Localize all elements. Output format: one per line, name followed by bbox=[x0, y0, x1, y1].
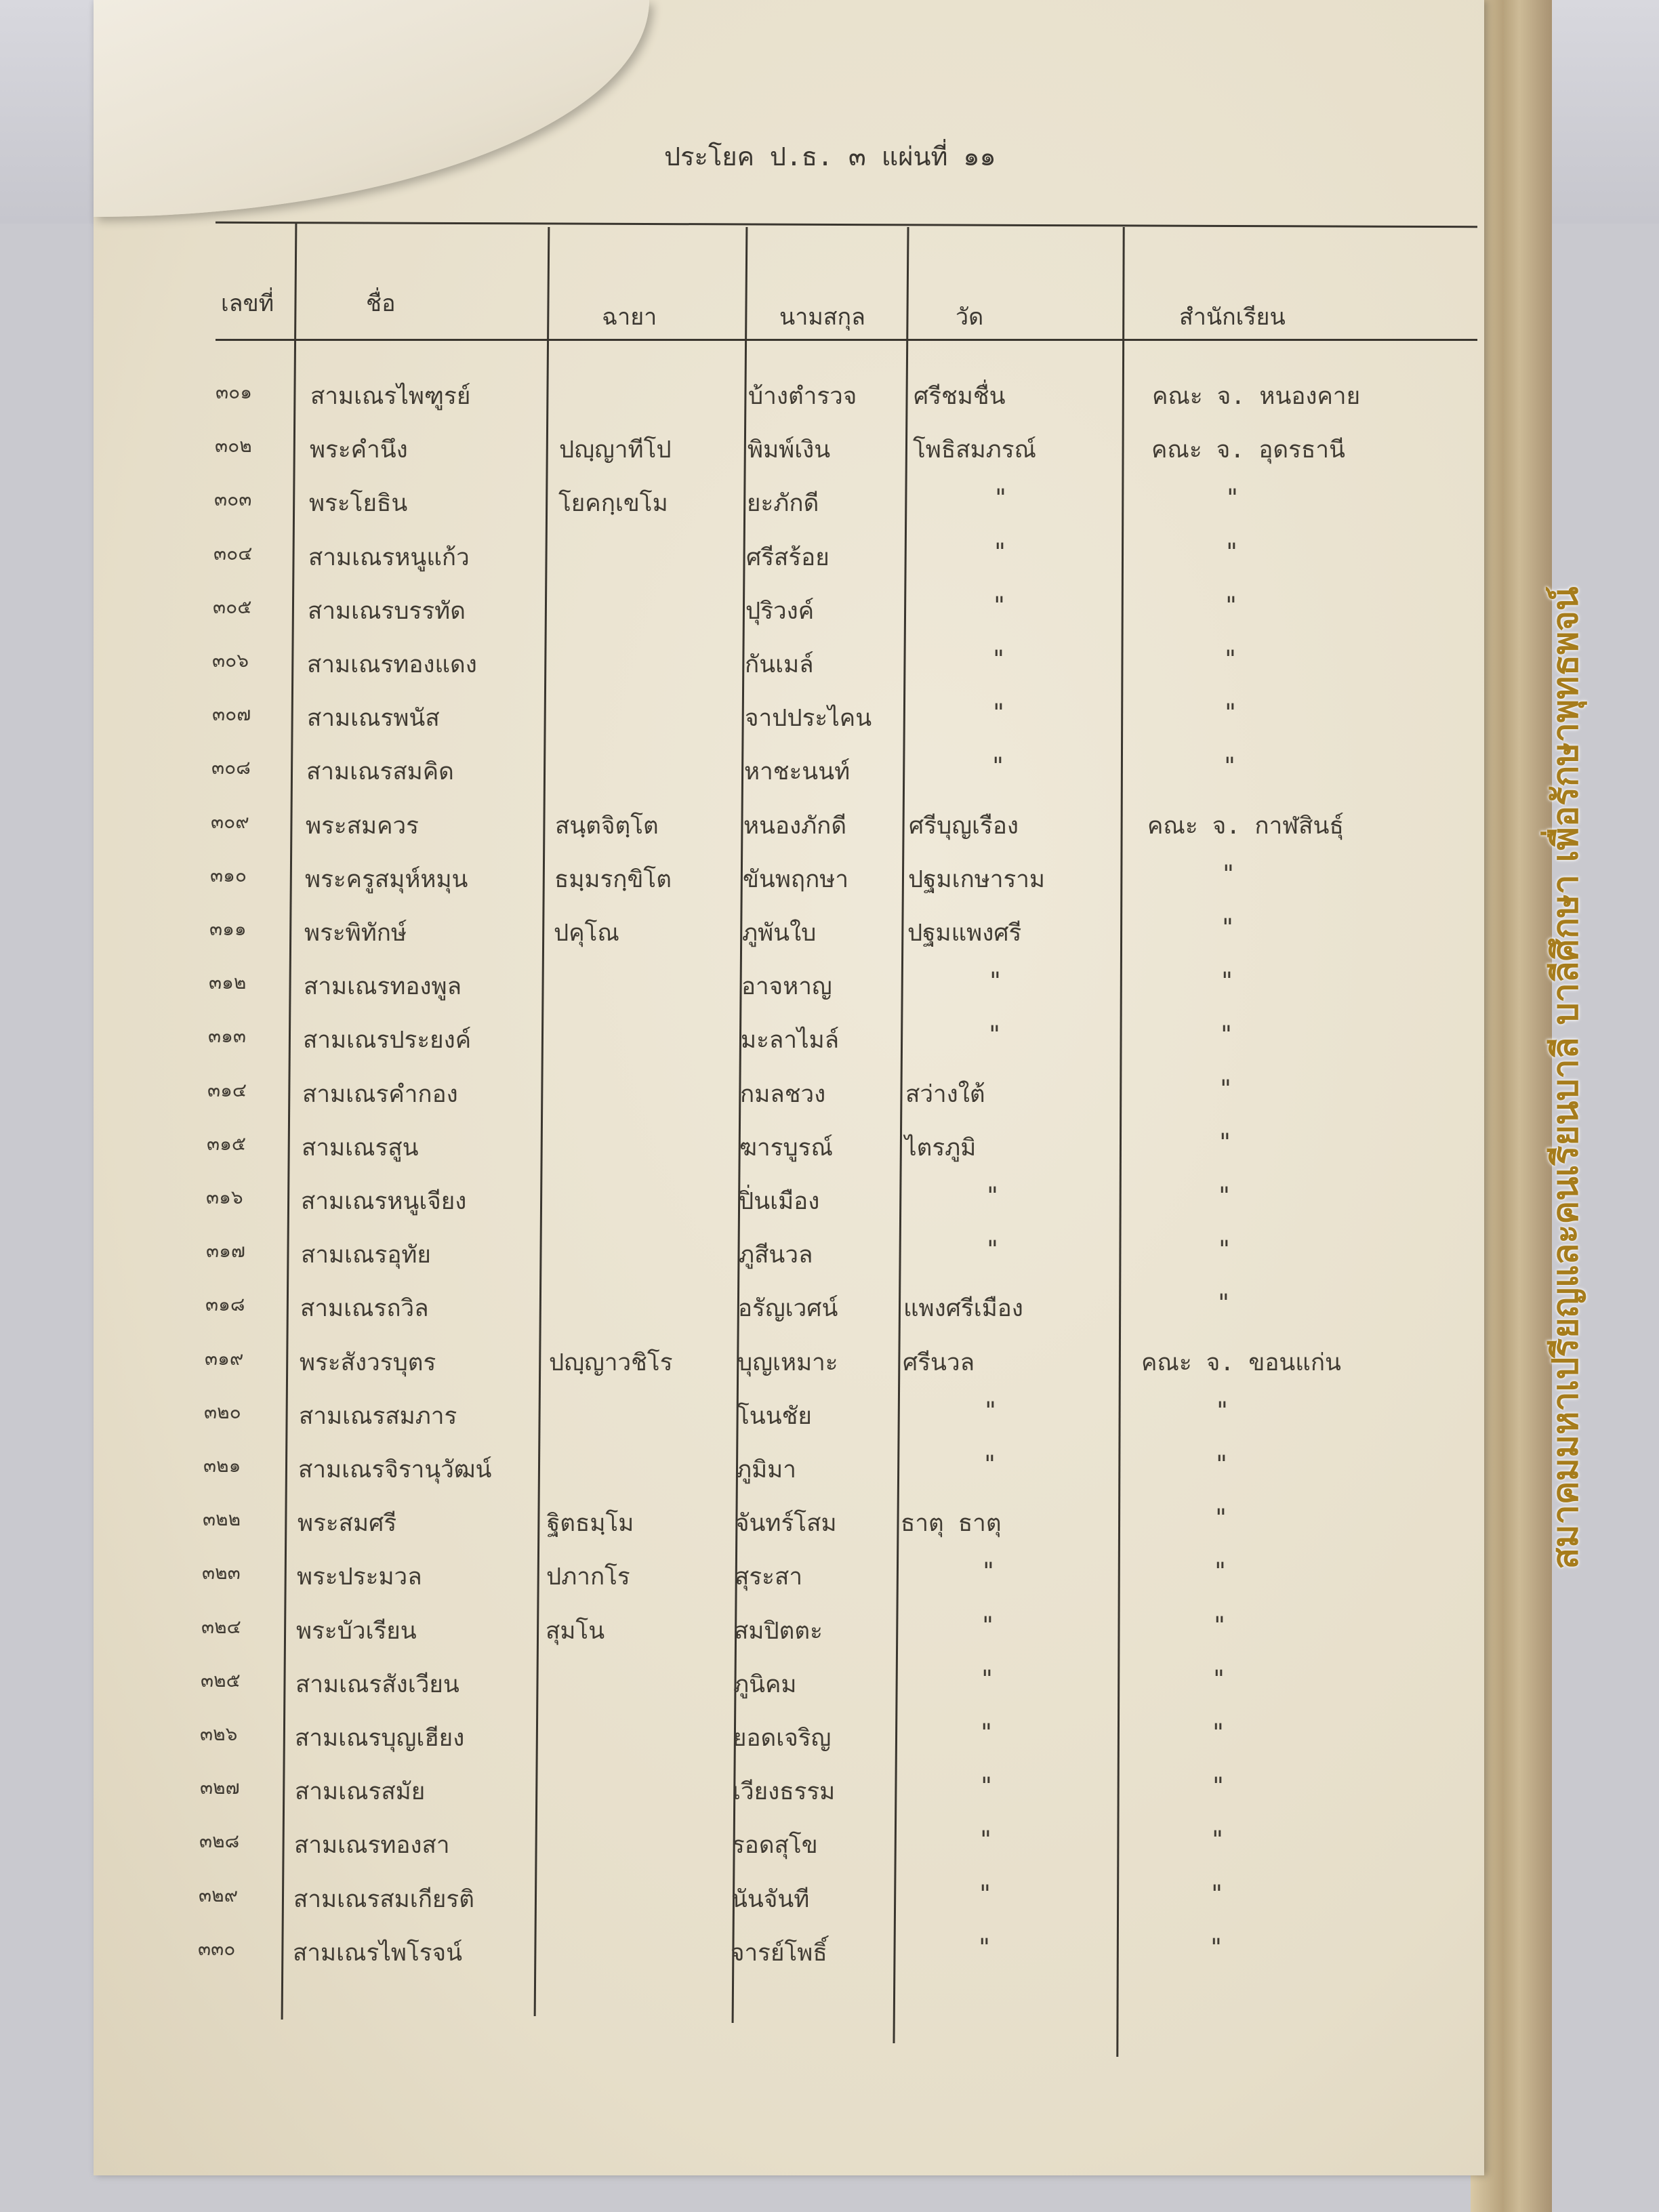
cell-no: ๓๐๒ bbox=[215, 434, 252, 457]
table-row bbox=[0, 1282, 1413, 1334]
cell-wat: " bbox=[980, 1665, 995, 1693]
cell-no: ๓๐๙ bbox=[211, 810, 249, 833]
cell-surname: สุระสา bbox=[735, 1563, 802, 1591]
cell-name: สามเณรพนัส bbox=[307, 705, 440, 733]
table-row bbox=[0, 1228, 1414, 1281]
cell-surname: รอดสุโข bbox=[732, 1832, 818, 1860]
cell-wat: " bbox=[991, 753, 1006, 781]
cell-wat: ปฐมเกษาราม bbox=[908, 865, 1046, 893]
column-header-no: เลขที่ bbox=[221, 290, 274, 317]
column-header-surname: นามสกุล bbox=[779, 304, 865, 331]
cell-name: สามเณรหนูเจียง bbox=[301, 1188, 467, 1215]
cell-no: ๓๒๒ bbox=[203, 1508, 241, 1531]
cell-no: ๓๒๕ bbox=[201, 1668, 241, 1692]
cell-school: คณะ จ. กาฬสินธุ์ bbox=[1147, 812, 1344, 840]
cell-no: ๓๓๐ bbox=[198, 1937, 236, 1960]
cell-name: พระครูสมุห์หมุน bbox=[305, 865, 468, 893]
cell-surname: โนนชัย bbox=[737, 1402, 812, 1430]
table-row bbox=[0, 423, 1422, 476]
table-row bbox=[0, 531, 1421, 583]
cell-no: ๓๐๓ bbox=[214, 488, 252, 511]
cell-surname: ฆารบูรณ์ bbox=[739, 1134, 833, 1162]
cell-title: ปญฺญาวชิโร bbox=[549, 1349, 673, 1376]
cell-surname: หนองภักดี bbox=[743, 812, 847, 840]
cell-school: " bbox=[1211, 1719, 1226, 1746]
cell-name: พระสมศรี bbox=[298, 1510, 397, 1538]
table-row bbox=[0, 906, 1417, 959]
cell-name: สามเณรไพโรจน์ bbox=[293, 1939, 463, 1967]
table-row bbox=[0, 853, 1418, 905]
column-header-school: สำนักเรียน bbox=[1179, 304, 1286, 331]
table-row bbox=[0, 1336, 1412, 1389]
cell-surname: กันเมล์ bbox=[745, 651, 814, 678]
cell-surname: ขันพฤกษา bbox=[743, 865, 849, 893]
cell-no: ๓๑๘ bbox=[205, 1293, 245, 1316]
cell-surname: หาชะนนท์ bbox=[744, 758, 851, 786]
cell-no: ๓๐๘ bbox=[211, 756, 251, 779]
cell-wat: ศรีนวล bbox=[903, 1349, 975, 1376]
cell-school: " bbox=[1220, 968, 1235, 996]
cell-school: " bbox=[1210, 1826, 1225, 1854]
cell-no: ๓๑๗ bbox=[206, 1240, 245, 1263]
cell-school: " bbox=[1225, 485, 1240, 512]
cell-name: สามเณรสมัย bbox=[295, 1778, 426, 1806]
table-row bbox=[0, 799, 1418, 852]
cell-wat: " bbox=[988, 968, 1003, 996]
table-row bbox=[0, 1872, 1406, 1925]
cell-school: " bbox=[1221, 860, 1236, 888]
cell-no: ๓๒๖ bbox=[200, 1723, 238, 1745]
cell-no: ๓๑๙ bbox=[205, 1347, 244, 1370]
cell-name: สามเณรบรรทัด bbox=[308, 597, 466, 625]
cell-surname: ภูมิมา bbox=[736, 1456, 796, 1483]
table-row bbox=[0, 691, 1420, 744]
cell-school: " bbox=[1221, 914, 1235, 941]
cell-school: " bbox=[1218, 1075, 1233, 1103]
table-row bbox=[0, 1389, 1412, 1442]
cell-no: ๓๒๘ bbox=[199, 1830, 240, 1853]
cell-school: " bbox=[1211, 1773, 1226, 1801]
table-row bbox=[0, 476, 1422, 529]
cell-surname: บุญเหมาะ bbox=[737, 1349, 838, 1376]
table-row bbox=[0, 1443, 1411, 1496]
cell-wat: ศรีบุญเรือง bbox=[909, 812, 1019, 840]
cell-surname: ภูสีนวล bbox=[739, 1242, 813, 1269]
cell-school: " bbox=[1214, 1504, 1229, 1532]
cell-no: ๓๐๖ bbox=[212, 649, 249, 672]
cell-surname: มะลาไมล์ bbox=[741, 1027, 840, 1054]
table-row bbox=[0, 1067, 1415, 1120]
table-row bbox=[0, 584, 1420, 637]
cell-wat: ศรีชมชื่น bbox=[914, 383, 1006, 410]
cell-name: สามเณรคำกอง bbox=[302, 1080, 458, 1108]
cell-wat: " bbox=[978, 1880, 993, 1908]
curled-previous-page bbox=[94, 0, 649, 217]
cell-wat: " bbox=[994, 485, 1008, 512]
cell-surname: ปิ่นเมือง bbox=[739, 1188, 820, 1215]
table-row bbox=[0, 1765, 1408, 1818]
cell-name: พระสมควร bbox=[306, 812, 419, 840]
cell-no: ๓๐๑ bbox=[216, 381, 253, 403]
cell-school: " bbox=[1215, 1397, 1230, 1425]
table-row bbox=[0, 1121, 1414, 1174]
cell-school: " bbox=[1216, 1290, 1231, 1317]
cell-wat: " bbox=[981, 1558, 996, 1586]
cell-wat: โพธิสมภรณ์ bbox=[913, 436, 1037, 464]
cell-school: " bbox=[1223, 699, 1238, 727]
cell-no: ๓๒๓ bbox=[202, 1561, 241, 1584]
cell-name: สามเณรอุทัย bbox=[301, 1242, 431, 1269]
cell-no: ๓๑๓ bbox=[208, 1025, 247, 1048]
cell-wat: " bbox=[991, 699, 1006, 727]
cell-no: ๓๑๑ bbox=[209, 918, 247, 940]
cell-title: ฐิตธมฺโม bbox=[547, 1510, 634, 1538]
cell-wat: " bbox=[993, 538, 1008, 566]
watermark-text: สมาคมมหาเปรียญและคนเรียนบาลี บาลีศึกษา เพื่อรักษาพุทธพจน์ bbox=[1545, 586, 1586, 1569]
cell-wat: ปฐมแพงศรี bbox=[907, 920, 1022, 947]
cell-name: สามเณรประยงค์ bbox=[303, 1027, 472, 1054]
cell-name: สามเณรไพฑูรย์ bbox=[310, 383, 471, 410]
cell-no: ๓๒๙ bbox=[199, 1883, 239, 1906]
cell-name: สามเณรสังเวียน bbox=[295, 1671, 459, 1698]
cell-name: สามเณรสมเกียรติ bbox=[293, 1885, 474, 1913]
cell-surname: จาปประไคน bbox=[745, 705, 872, 733]
page-heading: ประโยค ป.ธ. ๓ แผ่นที่ ๑๑ bbox=[664, 142, 996, 171]
cell-title: สุมโน bbox=[546, 1617, 605, 1645]
cell-surname: จันทร์โสม bbox=[735, 1510, 837, 1538]
cell-name: พระบัวเรียน bbox=[296, 1617, 417, 1645]
cell-no: ๓๑๒ bbox=[209, 971, 247, 994]
cell-no: ๓๒๗ bbox=[200, 1776, 240, 1799]
table-row bbox=[0, 638, 1420, 691]
column-header-wat: วัด bbox=[956, 304, 984, 331]
cell-no: ๓๐๔ bbox=[213, 541, 253, 565]
cell-wat: " bbox=[977, 1933, 992, 1961]
cell-surname: กมลชวง bbox=[740, 1080, 826, 1108]
cell-title: ปคุโณ bbox=[554, 920, 619, 947]
cell-school: " bbox=[1224, 592, 1239, 619]
cell-surname: อาจหาญ bbox=[741, 973, 832, 1001]
table-row bbox=[0, 1658, 1408, 1711]
cell-school: " bbox=[1217, 1183, 1232, 1210]
cell-name: พระคำนึง bbox=[310, 436, 408, 464]
cell-school: " bbox=[1209, 1933, 1224, 1961]
table-row bbox=[0, 1013, 1416, 1066]
cell-name: พระประมวล bbox=[297, 1563, 422, 1591]
column-header-name: ชื่อ bbox=[366, 290, 396, 317]
cell-surname: เวียงธรรม bbox=[733, 1778, 836, 1806]
table-row bbox=[0, 1604, 1409, 1657]
table-row bbox=[0, 1818, 1407, 1871]
cell-surname: ภูพันใบ bbox=[742, 920, 817, 947]
table-row bbox=[0, 1711, 1408, 1764]
cell-no: ๓๑๔ bbox=[207, 1078, 247, 1101]
cell-school: " bbox=[1218, 1128, 1233, 1156]
table-row bbox=[0, 369, 1423, 422]
cell-no: ๓๑๐ bbox=[210, 863, 247, 886]
cell-surname: ศรีสร้อย bbox=[746, 544, 830, 571]
cell-wat: ไตรภูมิ bbox=[905, 1134, 977, 1162]
cell-name: สามเณรจิรานุวัฒน์ bbox=[298, 1456, 492, 1483]
cell-wat: สว่างใต้ bbox=[905, 1080, 985, 1108]
cell-school: " bbox=[1217, 1236, 1232, 1264]
cell-wat: " bbox=[991, 646, 1006, 673]
cell-wat: " bbox=[992, 592, 1007, 619]
cell-school: คณะ จ. ขอนแก่น bbox=[1141, 1349, 1341, 1376]
cell-title: โยคกฺเขโม bbox=[558, 490, 668, 518]
table-row bbox=[0, 1174, 1414, 1227]
cell-name: สามเณรถวิล bbox=[300, 1295, 429, 1323]
cell-name: สามเณรสมคิด bbox=[306, 758, 454, 786]
cell-school: " bbox=[1212, 1612, 1227, 1639]
cell-wat: " bbox=[983, 1451, 998, 1478]
cell-no: ๓๐๕ bbox=[213, 595, 252, 618]
cell-name: สามเณรทองสา bbox=[294, 1832, 450, 1860]
table-row bbox=[0, 1550, 1410, 1603]
cell-surname: อรัญเวศน์ bbox=[738, 1295, 838, 1323]
table-row bbox=[0, 745, 1419, 798]
cell-surname: พิมพ์เงิน bbox=[747, 436, 831, 464]
cell-no: ๓๒๔ bbox=[201, 1615, 241, 1638]
cell-school: คณะ จ. หนองคาย bbox=[1152, 383, 1361, 410]
table-row bbox=[0, 1496, 1410, 1549]
cell-name: พระพิทักษ์ bbox=[304, 920, 407, 947]
cell-school: " bbox=[1223, 753, 1237, 781]
cell-no: ๓๐๗ bbox=[212, 703, 251, 726]
cell-school: " bbox=[1213, 1558, 1228, 1586]
cell-wat: " bbox=[983, 1397, 998, 1425]
cell-surname: ภูนิคม bbox=[733, 1671, 797, 1698]
cell-wat: " bbox=[979, 1826, 994, 1854]
cell-name: พระสังวรบุตร bbox=[300, 1349, 436, 1376]
cell-name: สามเณรทองพูล bbox=[304, 973, 462, 1001]
cell-surname: นันจันที bbox=[731, 1885, 810, 1913]
cell-name: พระโยธิน bbox=[309, 490, 408, 518]
column-header-title: ฉายา bbox=[602, 304, 657, 331]
table-row bbox=[0, 1926, 1406, 1979]
table-header-rule bbox=[216, 339, 1477, 341]
cell-no: ๓๒๑ bbox=[203, 1454, 241, 1477]
cell-title: สนฺตจิตฺโต bbox=[555, 812, 659, 840]
cell-title: ปภากโร bbox=[546, 1563, 630, 1591]
cell-name: สามเณรบุญเฮียง bbox=[295, 1725, 465, 1752]
cell-surname: สมปิตตะ bbox=[734, 1617, 823, 1645]
cell-school: " bbox=[1225, 538, 1240, 566]
cell-wat: แพงศรีเมือง bbox=[903, 1295, 1023, 1323]
cell-school: " bbox=[1210, 1880, 1225, 1908]
cell-name: สามเณรสมภาร bbox=[299, 1402, 457, 1430]
cell-wat: " bbox=[979, 1719, 994, 1746]
watermark bbox=[1534, 434, 1595, 1721]
cell-wat: " bbox=[979, 1773, 994, 1801]
cell-school: " bbox=[1223, 646, 1238, 673]
cell-school: " bbox=[1219, 1021, 1234, 1049]
cell-surname: บ้างตำรวจ bbox=[748, 383, 857, 410]
cell-wat: ธาตุ ธาตุ bbox=[901, 1510, 1002, 1538]
cell-name: สามเณรหนูแก้ว bbox=[308, 544, 470, 571]
cell-no: ๓๑๕ bbox=[207, 1132, 247, 1155]
cell-name: สามเณรทองแดง bbox=[307, 651, 477, 678]
cell-surname: ปุริวงค์ bbox=[745, 597, 815, 625]
cell-school: " bbox=[1214, 1451, 1229, 1478]
cell-wat: " bbox=[985, 1236, 1000, 1264]
cell-wat: " bbox=[985, 1183, 1000, 1210]
cell-name: สามเณรสูน bbox=[302, 1134, 419, 1162]
cell-surname: จารย์โพธิ์ bbox=[731, 1939, 827, 1967]
cell-school: คณะ จ. อุดรธานี bbox=[1151, 436, 1345, 464]
cell-no: ๓๑๖ bbox=[206, 1186, 243, 1208]
cell-wat: " bbox=[987, 1021, 1002, 1049]
cell-title: ธมฺมรกฺขิโต bbox=[554, 865, 672, 893]
cell-title: ปญฺญาทีโป bbox=[559, 436, 672, 464]
table-row bbox=[0, 960, 1416, 1012]
cell-school: " bbox=[1212, 1665, 1227, 1693]
cell-no: ๓๒๐ bbox=[204, 1400, 241, 1423]
cell-surname: ยะภักดี bbox=[747, 490, 819, 518]
cell-surname: ยอดเจริญ bbox=[733, 1725, 832, 1752]
cell-wat: " bbox=[981, 1612, 996, 1639]
